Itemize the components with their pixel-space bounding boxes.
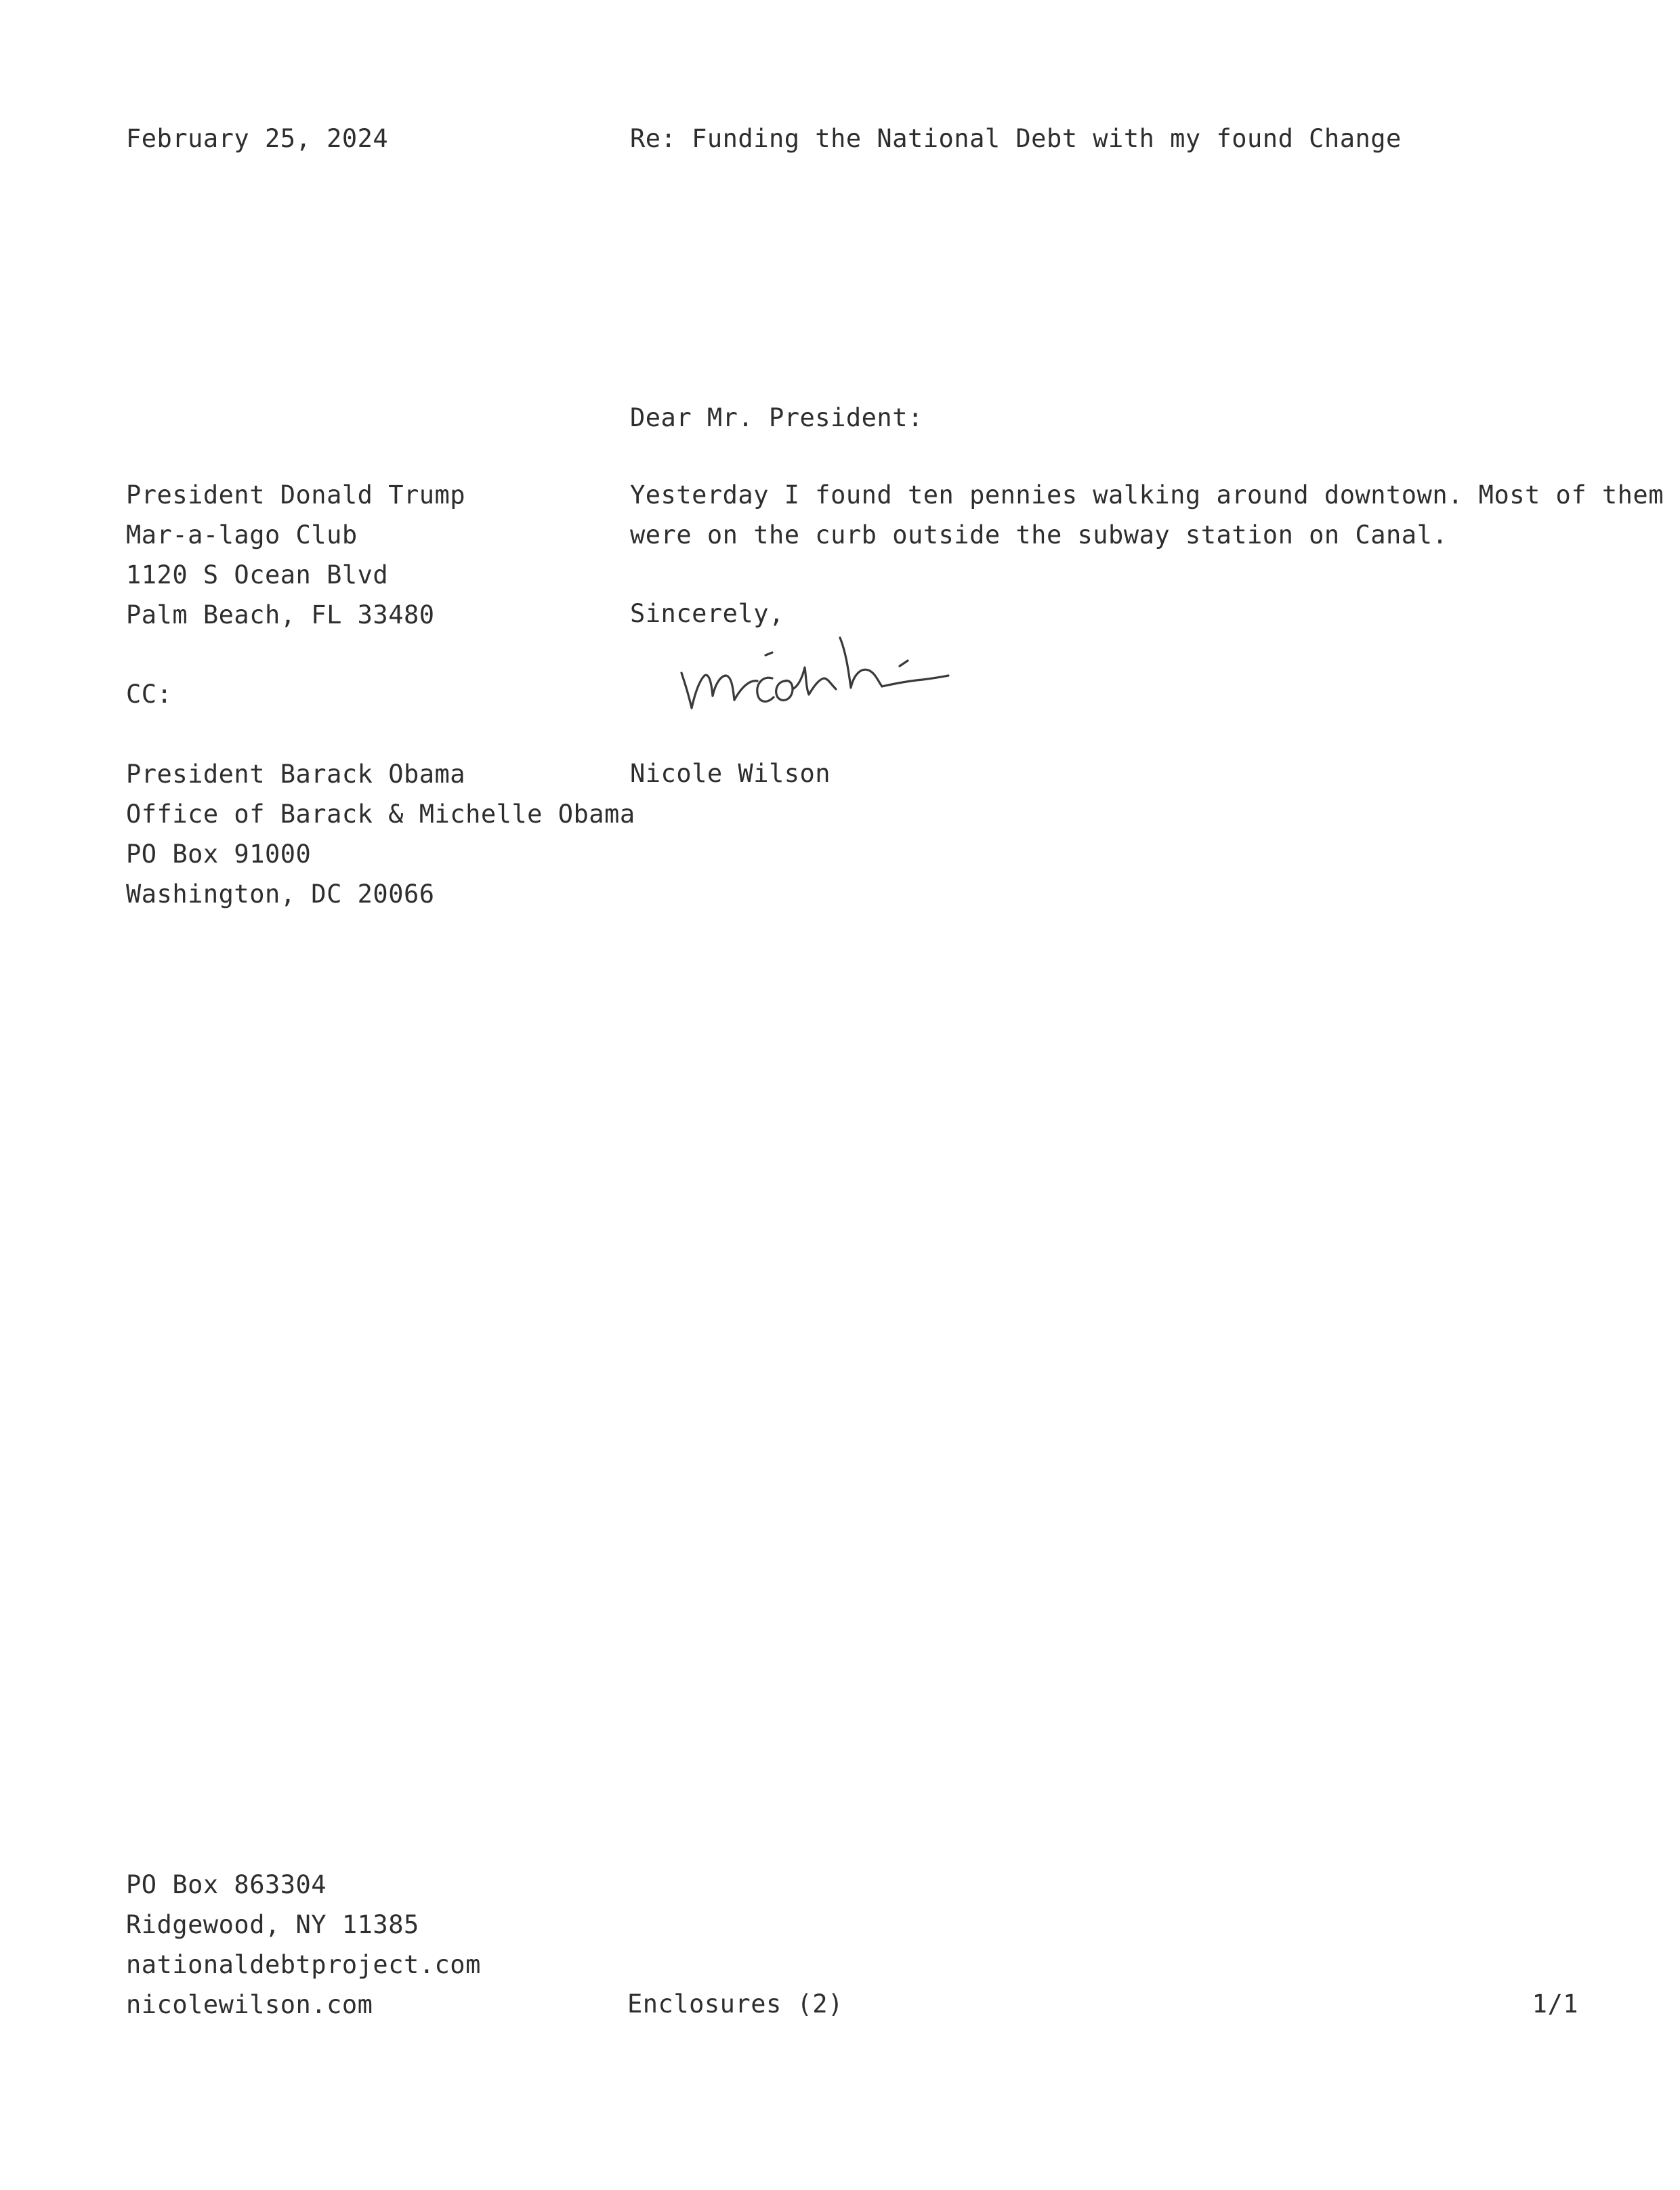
recipient-line: Palm Beach, FL 33480 [126, 600, 435, 629]
cc-line: President Barack Obama [126, 760, 466, 789]
letter-body [630, 475, 1664, 555]
cc-address [126, 754, 635, 914]
body-line: were on the curb outside the subway station on Canal. [630, 520, 1448, 550]
sender-line: nationaldebtproject.com [126, 1950, 481, 1979]
page-number: 1/1 [1532, 1989, 1578, 2019]
cc-line: PO Box 91000 [126, 840, 312, 869]
letter-subject: Re: Funding the National Debt with my found Change [630, 124, 1402, 153]
enclosures-note: Enclosures (2) [627, 1989, 843, 2019]
closing: Sincerely, [630, 599, 784, 628]
signer-name: Nicole Wilson [630, 759, 831, 788]
salutation: Dear Mr. President: [630, 403, 923, 432]
cc-line: Office of Barack & Michelle Obama [126, 800, 635, 829]
sender-line: nicolewilson.com [126, 1990, 373, 2019]
body-line: Yesterday I found ten pennies walking around downtown. Most of them [630, 480, 1664, 510]
handwritten-signature [671, 613, 1003, 728]
recipient-address [126, 475, 465, 635]
letter-date: February 25, 2024 [126, 124, 389, 153]
recipient-line: President Donald Trump [126, 480, 466, 510]
sender-line: Ridgewood, NY 11385 [126, 1910, 419, 1939]
recipient-line: Mar-a-lago Club [126, 520, 358, 550]
sender-address [126, 1865, 481, 2025]
sender-line: PO Box 863304 [126, 1870, 327, 1899]
cc-label: CC: [126, 680, 173, 709]
recipient-line: 1120 S Ocean Blvd [126, 560, 389, 590]
cc-line: Washington, DC 20066 [126, 880, 435, 909]
